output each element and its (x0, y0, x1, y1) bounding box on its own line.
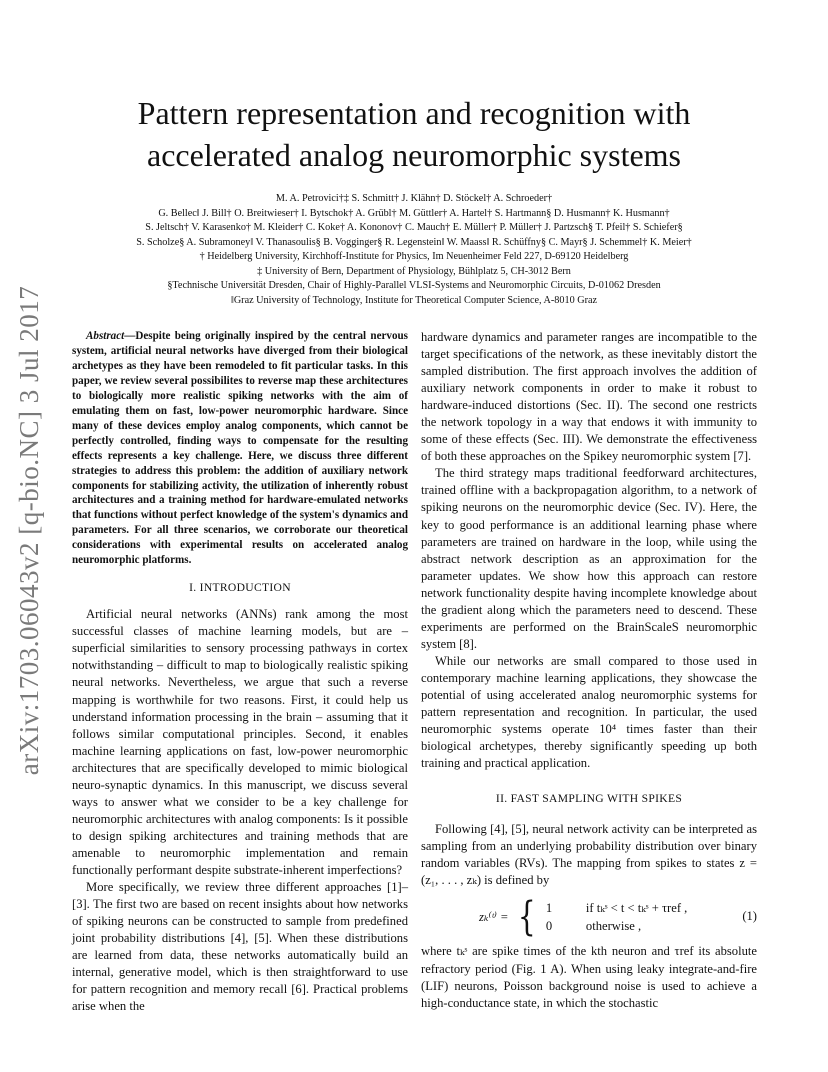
case-value: 1 (545, 900, 553, 915)
equation-number: (1) (742, 909, 757, 924)
author-line: S. Scholze§ A. Subramoney‖ V. Thanasoulis§ B. Vogginger§ R. Legenstein‖ W. Maass‖ R. Schüffny§ C. Mayr§ J. Schemmel† K. Meier† (136, 236, 692, 248)
affiliation-line: † Heidelberg University, Kirchhoff-Institute for Physics, Im Neuenheimer Feld 227, D-69120 Heidelberg (199, 251, 629, 262)
equation-cases (546, 900, 687, 935)
case-value: 0 (545, 918, 553, 933)
author-line: G. Bellec‖ J. Bill† O. Breitwieser† I. Bytschok† A. Grübl† M. Güttler† A. Hartel† S. Hartmann§ D. Husmann† K. Husmann† (158, 207, 670, 219)
left-column (72, 329, 408, 1015)
arxiv-identifier-text: arXiv:1703.06043v2 [q-bio.NC] 3 Jul 2017 (14, 285, 45, 775)
affiliation-line: §Technische Universität Dresden, Chair of Highly-Parallel VLSI-Systems and Neuromorphic Circuits, D-01062 Dresden (167, 280, 661, 291)
arxiv-identifier (2, 285, 58, 775)
intro-paragraph: Artificial neural networks (ANNs) rank among the most successful classes of machine learning models, but are – superficial similarities to sensory processing pathways in cortex notwithstanding – difficult to map to biologically realistic spiking neural networks. Nevertheless, we argue that such a reverse mapping is worthwhile for two reasons. First, it could help us understand information processing in the brain – assuming that it follows similar computational principles. Second, it enables machine learning applications on fast, low-power neuromorphic architectures that are specifically developed to mimic biological neuro-synaptic dynamics. In this manuscript, we discuss several ways to answer what we consider to be a key challenge for neuromorphic architectures with analog components: Is it possible to design spiking architectures and training methods that are amenable to neuromorphic implementation and remain functionally performant despite substrate-inherent imperfections? (72, 607, 408, 877)
case-condition: if tₖˢ < t < tₖˢ + τref , (585, 900, 688, 915)
intro-paragraph: More specifically, we review three different approaches [1]–[3]. The first two are based on recent insights about how networks of spiking neurons can be constructed to sample from predefined joint probability distributions [4], [5]. When these distributions are learned from data, these networks automatically build an internal, generative model, which is then straightforward to use for pattern recognition and memory recall [6]. Practical problems arise when the (72, 880, 408, 1014)
paper-title (90, 92, 738, 176)
title-line-1: Pattern representation and recognition with (137, 95, 691, 131)
abstract-label: Abstract (86, 330, 125, 342)
equation-lhs: zₖ⁽ᵗ⁾ = (479, 909, 509, 924)
intro-paragraph: The third strategy maps traditional feedforward architectures, trained offline with a backpropagation algorithm, to a network of spiking neurons on the neuromorphic device (Sec. IV). Here, the key to good performance is an additional learning phase where parameters are trained on hardware in the loop, while using the abstract network description as an approximation for the parameter updates. We show how this approach can restore network functionality despite having incomplete knowledge about the gradient along which the parameters need to descend. These experiments are performed on the BrainScaleS neuromorphic system [8]. (421, 466, 757, 651)
author-line: S. Jeltsch† V. Karasenko† M. Kleider† C. Koke† A. Kononov† C. Mauch† E. Müller† P. Müller† J. Partzsch§ T. Pfeil† S. Schiefer§ (145, 222, 683, 233)
abstract-text: —Despite being originally inspired by the central nervous system, artificial neural networks have diverged from their biological archetypes as they have been remodeled to fit particular tasks. In this paper, we review several possibilites to reverse map these architectures to biologically more realistic spiking networks with the aim of emulating them on fast, low-power neuromorphic hardware. Since many of these devices employ analog components, which cannot be perfectly controlled, finding ways to compensate for the resulting effects represents a key challenge. Here, we discuss three different strategies to address this problem: the addition of auxiliary network components for stabilizing activity, the utilization of inherently robust architectures and a training method for hardware-emulated networks that functions without perfect knowledge of the system's dynamics and parameters. For all three scenarios, we corroborate our theoretical considerations with experimental results on accelerated analog neuromorphic platforms. (72, 330, 408, 567)
author-line: M. A. Petrovici†‡ S. Schmitt† J. Klähn† D. Stöckel† A. Schroeder† (275, 193, 553, 204)
section2-paragraph: where tₖˢ are spike times of the kth neuron and τref its absolute refractory period (Fig. 1 A). When using leaky integrate-and-fire (LIF) neurons, Poisson background noise is used to achieve a high-conductance state, in which the stochastic (421, 944, 757, 1010)
intro-paragraph: While our networks are small compared to those used in contemporary machine learning applications, they showcase the potential of using accelerated analog neuromorphic systems for pattern representation and recognition. In particular, the used neuromorphic systems operate 10⁴ times faster than their biological archetypes, thereby significantly speeding up both training and practical application. (421, 653, 757, 771)
title-line-2: accelerated analog neuromorphic systems (147, 137, 681, 173)
abstract (72, 329, 408, 568)
affiliation-line: ‖Graz University of Technology, Institute for Theoretical Computer Science, A-8010 Graz (230, 294, 598, 306)
section-heading-fast-sampling: II. FAST SAMPLING WITH SPIKES (495, 792, 683, 806)
right-column (421, 329, 757, 1012)
section-heading-introduction: I. INTRODUCTION (189, 581, 291, 595)
brace-symbol: { (518, 894, 537, 941)
author-block (60, 192, 768, 308)
case-condition: otherwise , (585, 918, 642, 933)
section2-paragraph: Following [4], [5], neural network activity can be interpreted as sampling from an underlying probability distribution over binary random variables (RVs). The mapping from spikes to states z = (z₁, . . . , zₖ) is defined by (421, 822, 757, 888)
affiliation-line: ‡ University of Bern, Department of Physiology, Bühlplatz 5, CH-3012 Bern (257, 265, 571, 277)
equation-1 (421, 894, 757, 941)
intro-paragraph: hardware dynamics and parameter ranges are incompatible to the target specifications of the network, as these inevitably distort the sampled distribution. The first approach involves the addition of auxiliary network components in order to make it robust to hardware-induced distortions (Sec. II). The second one restricts the network topology in a way that endows it with immunity to some of these effects (Sec. III). We demonstrate the effectiveness of both these approaches on the Spikey neuromorphic system [7]. (421, 330, 757, 464)
